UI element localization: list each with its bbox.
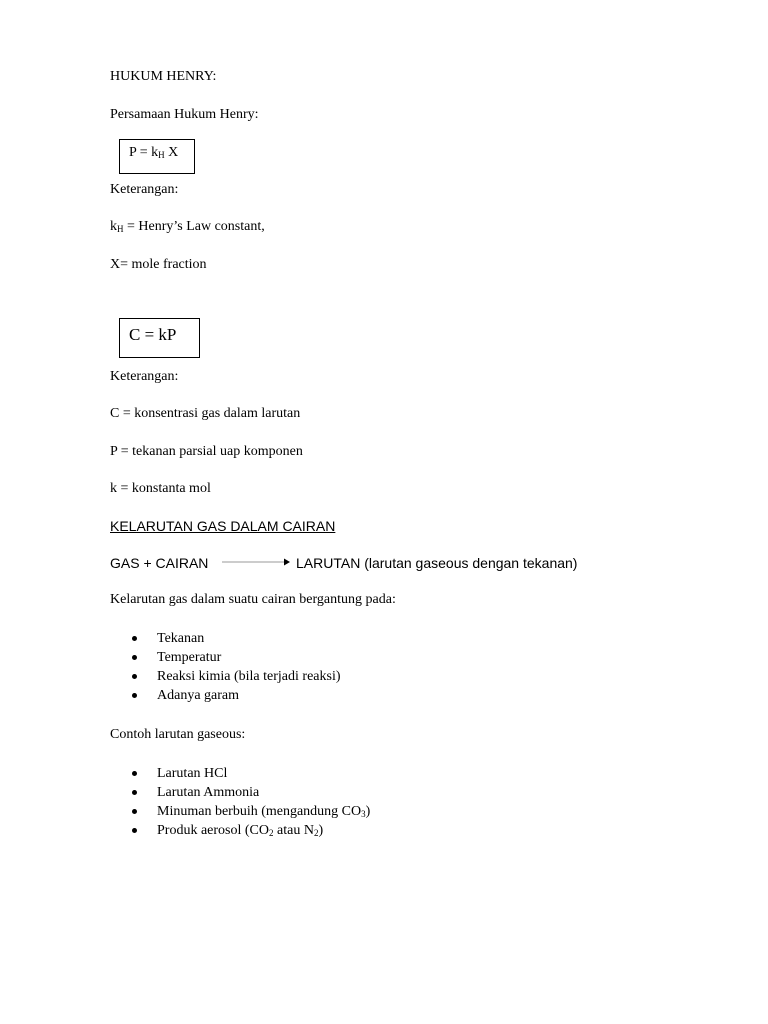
bullet-icon bbox=[132, 809, 137, 814]
bullet-icon bbox=[132, 790, 137, 795]
henry-equation: $P = k_H$ X bbox=[129, 145, 179, 160]
bullet-icon bbox=[132, 674, 137, 679]
examples-heading: Contoh larutan gaseous: bbox=[110, 727, 246, 742]
list-item: Reaksi kimia (bila terjadi reaksi) bbox=[130, 667, 341, 686]
henry-equation-box bbox=[119, 139, 195, 174]
examples-list bbox=[130, 764, 370, 840]
list-item: Adanya garam bbox=[130, 686, 341, 705]
reaction-arrow-icon bbox=[222, 561, 290, 563]
list-item: Larutan HCl bbox=[130, 764, 370, 783]
x-definition: X= mole fraction bbox=[110, 257, 207, 272]
depends-list bbox=[130, 629, 341, 705]
depends-heading: Kelarutan gas dalam suatu cairan bergantung pada: bbox=[110, 592, 396, 607]
bullet-icon bbox=[132, 655, 137, 660]
list-item: Produk aerosol ($CO_2$ atau $N_2$) bbox=[130, 821, 370, 840]
bullet-icon bbox=[132, 693, 137, 698]
bullet-icon bbox=[132, 828, 137, 833]
solubility-equation-box bbox=[119, 318, 200, 358]
list-item: Minuman berbuih (mengandung $CO_3$) bbox=[130, 802, 370, 821]
p-definition: P = tekanan parsial uap komponen bbox=[110, 444, 303, 459]
c-definition: C = konsentrasi gas dalam larutan bbox=[110, 406, 301, 421]
k-definition: k = konstanta mol bbox=[110, 481, 211, 496]
list-item: Larutan Ammonia bbox=[130, 783, 370, 802]
keterangan-heading-2: Keterangan: bbox=[110, 369, 179, 384]
list-item: Tekanan bbox=[130, 629, 341, 648]
bullet-icon bbox=[132, 771, 137, 776]
reaction-left: GAS + CAIRAN bbox=[110, 555, 209, 571]
section-heading: KELARUTAN GAS DALAM CAIRAN bbox=[110, 518, 336, 534]
equation-heading: Persamaan Hukum Henry: bbox=[110, 107, 259, 122]
keterangan-heading-1: Keterangan: bbox=[110, 182, 179, 197]
list-item: Temperatur bbox=[130, 648, 341, 667]
kh-definition: $k_H$ = Henry’s Law constant, bbox=[110, 219, 265, 234]
reaction-right: LARUTAN (larutan gaseous dengan tekanan) bbox=[296, 555, 578, 571]
bullet-icon bbox=[132, 636, 137, 641]
document-title: HUKUM HENRY: bbox=[110, 69, 217, 84]
solubility-equation: C = kP bbox=[129, 325, 177, 344]
